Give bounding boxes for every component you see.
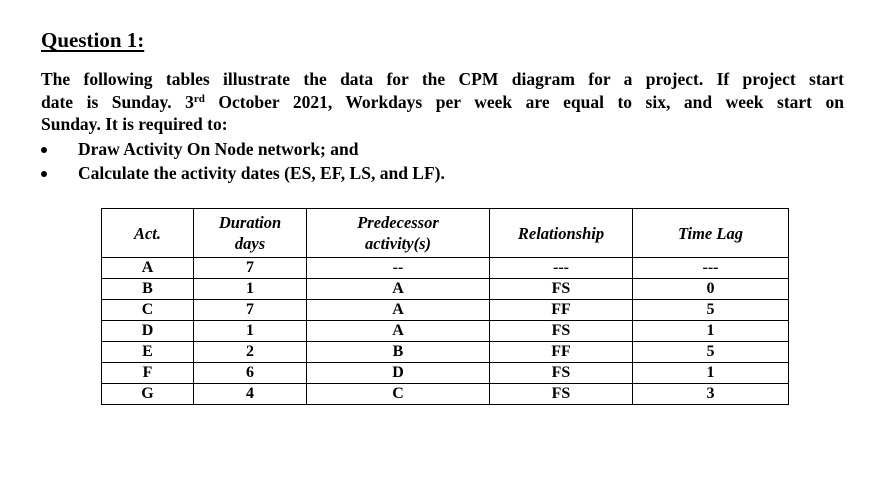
cell-predecessor: A [307,321,490,342]
cell-duration: 4 [194,384,307,405]
cell-duration: 1 [194,279,307,300]
cell-predecessor: D [307,363,490,384]
header-time-lag: Time Lag [633,209,789,258]
header-duration-line2: days [234,234,266,253]
cell-act: D [102,321,194,342]
requirement-text: Draw Activity On Node network; and [78,139,359,159]
requirements-list [41,137,445,185]
cell-predecessor: B [307,342,490,363]
question-heading: Question 1: [41,28,145,52]
cell-predecessor: A [307,279,490,300]
cell-time-lag: 3 [633,384,789,405]
cell-relationship: --- [490,258,633,279]
requirement-item [41,137,445,161]
header-duration [194,209,307,258]
cell-relationship: FF [490,342,633,363]
cell-time-lag: 5 [633,342,789,363]
header-act: Act. [102,209,194,258]
cell-duration: 6 [194,363,307,384]
cell-act: F [102,363,194,384]
table-row [102,342,789,363]
question-intro [41,68,844,136]
table-row [102,321,789,342]
requirement-item [41,161,445,185]
cell-relationship: FS [490,321,633,342]
header-relationship: Relationship [490,209,633,258]
table-row [102,279,789,300]
cell-relationship: FF [490,300,633,321]
cpm-data-table [101,208,789,405]
intro-line-2-post: October 2021, Workdays per week are equal to six, and week start on [204,91,844,112]
ordinal-suffix: rd [193,92,205,105]
cell-duration: 7 [194,300,307,321]
cell-act: E [102,342,194,363]
cell-duration: 1 [194,321,307,342]
header-predecessor [307,209,490,258]
bullet-icon [41,171,47,177]
cell-time-lag: 1 [633,321,789,342]
cell-act: A [102,258,194,279]
cell-act: B [102,279,194,300]
intro-line-2 [41,91,844,114]
cell-duration: 7 [194,258,307,279]
cell-relationship: FS [490,363,633,384]
intro-line-2-pre: date is Sunday. 3 [41,91,194,112]
intro-line-3: Sunday. It is required to: [41,114,228,134]
cell-relationship: FS [490,279,633,300]
cell-predecessor: C [307,384,490,405]
table-row [102,258,789,279]
cell-time-lag: --- [633,258,789,279]
cell-predecessor: A [307,300,490,321]
table-row [102,363,789,384]
table-header-row [102,209,789,258]
cell-time-lag: 1 [633,363,789,384]
requirement-text: Calculate the activity dates (ES, EF, LS, and LF). [78,163,445,183]
cell-act: G [102,384,194,405]
cell-duration: 2 [194,342,307,363]
table-row [102,384,789,405]
bullet-icon [41,147,47,153]
header-duration-line1: Duration [218,213,282,232]
cell-predecessor: -- [307,258,490,279]
cell-time-lag: 0 [633,279,789,300]
intro-line-1: The following tables illustrate the data for the CPM diagram for a project. If project start [41,69,844,89]
header-pred-line2: activity(s) [365,234,431,253]
cell-relationship: FS [490,384,633,405]
cell-act: C [102,300,194,321]
cell-time-lag: 5 [633,300,789,321]
table-row [102,300,789,321]
header-pred-line1: Predecessor [357,213,439,232]
